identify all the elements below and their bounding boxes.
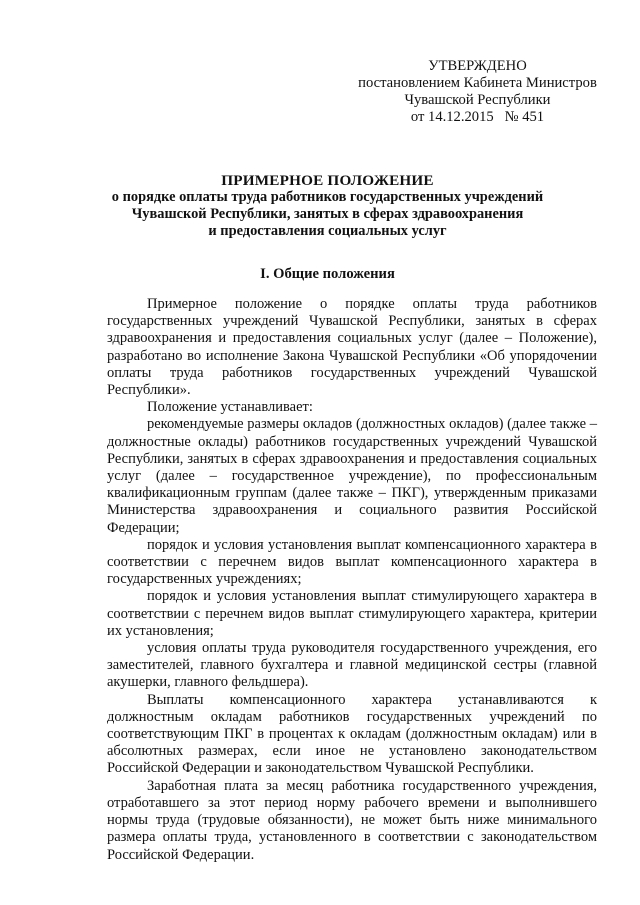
paragraph: Заработная плата за месяц работника государственного учреждения, отработавшего за этот период норму рабочего времени и выполнившего нормы труда (трудовые обязанности), не может быть ниже минимального размера оплаты труда, установленного в соответствии с законодательством Российской Федерации. [107,777,597,863]
title-subtitle-line-3: и предоставления социальных услуг [208,223,447,239]
paragraph: Положение устанавливает: [147,399,313,416]
document-body [107,296,597,864]
document-title [40,172,615,240]
paragraph: рекомендуемые размеры окладов (должностных окладов) (далее также – должностные оклады) работников государственных учреждений Чувашской Республики, занятых в сферах здравоохранения и предоставления социальных услуг (далее – государственное учреждение), по профессиональным квалификационным группам (далее также – ПКГ), утвержденным приказами Министерства здравоохранения и социального развития Российской Федерации; [107,416,597,536]
approval-heading: УТВЕРЖДЕНО [428,58,527,74]
approval-authority: постановлением Кабинета Министров [358,75,597,91]
paragraph: порядок и условия установления выплат стимулирующего характера в соответствии с перечнем видов выплат стимулирующего характера, критерии их установления; [107,588,597,639]
paragraph: порядок и условия установления выплат компенсационного характера в соответствии с перечнем видов выплат компенсационного характера в государственных учреждениях; [107,536,597,588]
paragraph: Примерное положение о порядке оплаты труда работников государственных учреждений Чувашской Республики, занятых в сферах здравоохранения и предоставления социальных услуг (далее – Положение), разработано во исполнение Закона Чувашской Республики «Об упорядочении оплаты труда работников государственных учреждений Чувашской Республики». [107,296,597,399]
approval-stamp [330,58,625,126]
section-heading: I. Общие положения [260,266,395,282]
title-main: ПРИМЕРНОЕ ПОЛОЖЕНИЕ [221,172,434,189]
approval-republic: Чувашской Республики [404,92,551,108]
paragraph: Выплаты компенсационного характера устанавливаются к должностным окладам работников государственных учреждений по соответствующим ПКГ в процентах к окладам (должностным окладам) или в абсолютных размерах, если иное не установлено законодательством Российской Федерации и законодательством Чувашской Республики. [107,691,597,777]
title-subtitle-line-2: Чувашской Республики, занятых в сферах здравоохранения [131,206,524,222]
paragraph: условия оплаты труда руководителя государственного учреждения, его заместителей, главного бухгалтера и главной медицинской сестры (главной акушерки, главного фельдшера). [107,640,597,691]
approval-date-number: от 14.12.2015 № 451 [410,109,545,125]
title-subtitle-line-1: о порядке оплаты труда работников государственных учреждений [111,189,544,205]
